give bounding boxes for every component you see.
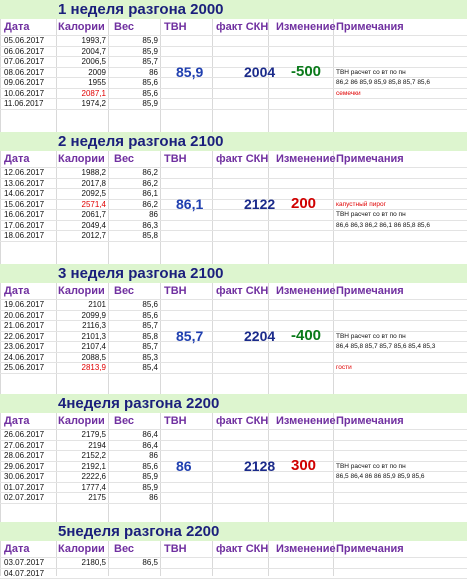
- row-gridline: [0, 109, 467, 110]
- column-header-cal: Калории: [58, 285, 105, 297]
- column-header-notes: Примечания: [336, 21, 404, 33]
- date-cell[interactable]: 14.06.2017: [4, 189, 45, 199]
- weight-cell[interactable]: 85,9: [142, 472, 158, 482]
- note-cell[interactable]: ТВН расчет со вт по пн: [336, 332, 406, 340]
- weight-cell[interactable]: 86,1: [142, 189, 158, 199]
- calories-cell[interactable]: 1955: [88, 78, 106, 88]
- change-value[interactable]: -400: [291, 326, 322, 344]
- column-header-date: Дата: [4, 415, 30, 427]
- column-header-weight: Вес: [114, 285, 135, 297]
- weight-cell[interactable]: 86,5: [142, 558, 158, 567]
- column-header-cal: Калории: [58, 543, 105, 555]
- column-header-fact: факт СКН: [216, 415, 269, 427]
- weight-cell[interactable]: 85,6: [142, 461, 158, 471]
- calories-cell[interactable]: 2101: [88, 300, 106, 309]
- weight-cell[interactable]: 85,9: [142, 36, 158, 45]
- date-cell[interactable]: 24.06.2017: [4, 352, 45, 362]
- calories-cell[interactable]: 1988,2: [81, 168, 106, 177]
- note-cell[interactable]: 86,4 85,8 85,7 85,7 85,6 85,4 85,3: [336, 343, 436, 351]
- column-header-fact: факт СКН: [216, 285, 269, 297]
- weight-cell[interactable]: 86,3: [142, 220, 158, 230]
- calories-cell[interactable]: 2222,6: [81, 472, 106, 482]
- date-cell[interactable]: 10.06.2017: [4, 88, 45, 98]
- date-cell[interactable]: 25.06.2017: [4, 363, 45, 373]
- note-cell[interactable]: ТВН расчет со вт по пн: [336, 68, 406, 76]
- date-cell[interactable]: 12.06.2017: [4, 168, 45, 177]
- note-cell[interactable]: ТВН расчет со вт по пн: [336, 211, 406, 219]
- date-cell[interactable]: 09.06.2017: [4, 78, 45, 88]
- week-title: 1 неделя разгона 2000: [58, 1, 224, 18]
- change-value[interactable]: -500: [291, 62, 322, 80]
- row-gridline: [0, 373, 467, 374]
- date-cell[interactable]: 18.06.2017: [4, 231, 45, 241]
- weight-cell[interactable]: 86,2: [142, 199, 158, 209]
- change-value[interactable]: 300: [291, 456, 317, 474]
- weight-cell[interactable]: 85,6: [142, 78, 158, 88]
- weight-cell[interactable]: 86: [149, 493, 158, 503]
- week-title-bar: [0, 264, 467, 283]
- date-cell[interactable]: 23.06.2017: [4, 342, 45, 352]
- date-cell[interactable]: 27.06.2017: [4, 440, 45, 450]
- weight-cell[interactable]: 85,9: [142, 99, 158, 109]
- date-cell[interactable]: 16.06.2017: [4, 210, 45, 220]
- tvn-value[interactable]: 85,7: [176, 327, 204, 344]
- calories-cell[interactable]: 2012,7: [81, 231, 106, 241]
- column-header-tvn: ТВН: [164, 415, 187, 427]
- fact-skn-value[interactable]: 2004: [244, 63, 276, 80]
- calories-cell[interactable]: 2194: [88, 440, 106, 450]
- week-title: 2 неделя разгона 2100: [58, 133, 224, 150]
- calories-cell[interactable]: 2061,7: [81, 210, 106, 220]
- column-header-weight: Вес: [114, 415, 135, 427]
- calories-cell[interactable]: 2571,4: [81, 199, 106, 209]
- weight-cell[interactable]: 85,8: [142, 331, 158, 341]
- calories-cell[interactable]: 2116,3: [82, 321, 106, 331]
- weight-cell[interactable]: 86,4: [142, 430, 158, 439]
- date-cell[interactable]: 15.06.2017: [4, 199, 45, 209]
- calories-cell[interactable]: 2006,5: [81, 57, 106, 67]
- calories-cell[interactable]: 2049,4: [81, 220, 106, 230]
- weight-cell[interactable]: 86,2: [142, 178, 158, 188]
- week-title: 4неделя разгона 2200: [58, 395, 220, 412]
- column-header-change: Изменение: [276, 21, 336, 33]
- column-header-change: Изменение: [276, 153, 336, 165]
- column-header-fact: факт СКН: [216, 543, 269, 555]
- weight-cell[interactable]: 85,8: [142, 231, 158, 241]
- column-header-date: Дата: [4, 21, 30, 33]
- column-header-tvn: ТВН: [164, 153, 187, 165]
- calories-cell[interactable]: 2088,5: [81, 352, 106, 362]
- column-header-notes: Примечания: [336, 415, 404, 427]
- fact-skn-value[interactable]: 2204: [244, 327, 276, 344]
- calories-cell[interactable]: 2107,4: [81, 342, 106, 352]
- calories-cell[interactable]: 1974,2: [81, 99, 106, 109]
- column-header-fact: факт СКН: [216, 153, 269, 165]
- week-title-bar: [0, 522, 467, 541]
- date-cell[interactable]: 30.06.2017: [4, 472, 45, 482]
- change-value[interactable]: 200: [291, 194, 317, 212]
- weight-cell[interactable]: 85,3: [142, 352, 158, 362]
- column-header-fact: факт СКН: [216, 21, 269, 33]
- column-gridline: [160, 0, 161, 576]
- date-cell[interactable]: 13.06.2017: [4, 178, 45, 188]
- week-title: 5неделя разгона 2200: [58, 523, 220, 540]
- weight-cell[interactable]: 85,6: [142, 300, 158, 309]
- note-cell[interactable]: 86,5 86,4 86 86 85,9 85,9 85,6: [336, 473, 425, 481]
- calories-cell[interactable]: 2017,8: [81, 178, 106, 188]
- note-cell[interactable]: 86,2 86 85,9 85,9 85,8 85,7 85,6: [336, 79, 430, 87]
- column-header-cal: Калории: [58, 415, 105, 427]
- calories-cell[interactable]: 2009: [88, 67, 106, 77]
- note-cell[interactable]: 86,6 86,3 86,2 86,1 86 85,8 85,6: [336, 221, 430, 229]
- date-cell[interactable]: 11.06.2017: [4, 99, 44, 109]
- weight-cell[interactable]: 85,9: [142, 482, 158, 492]
- note-cell[interactable]: семечки: [336, 89, 361, 97]
- date-cell[interactable]: 04.07.2017: [4, 568, 45, 578]
- date-cell[interactable]: 02.07.2017: [4, 493, 45, 503]
- date-cell[interactable]: 22.06.2017: [4, 331, 45, 341]
- column-header-tvn: ТВН: [164, 543, 187, 555]
- date-cell[interactable]: 07.06.2017: [4, 57, 45, 67]
- weight-cell[interactable]: 86,2: [142, 168, 158, 177]
- weight-cell[interactable]: 86: [149, 210, 158, 220]
- column-gridline: [0, 0, 1, 576]
- week-title: 3 неделя разгона 2100: [58, 265, 224, 282]
- calories-cell[interactable]: 2152,2: [81, 451, 106, 461]
- date-cell[interactable]: 21.06.2017: [4, 321, 45, 331]
- column-header-date: Дата: [4, 153, 30, 165]
- date-cell[interactable]: 01.07.2017: [4, 482, 45, 492]
- date-cell[interactable]: 29.06.2017: [4, 461, 45, 471]
- weight-cell[interactable]: 85,7: [142, 57, 158, 67]
- column-header-notes: Примечания: [336, 153, 404, 165]
- date-cell[interactable]: 06.06.2017: [4, 46, 45, 56]
- column-header-cal: Калории: [58, 21, 105, 33]
- column-header-tvn: ТВН: [164, 21, 187, 33]
- column-header-date: Дата: [4, 285, 30, 297]
- date-cell[interactable]: 03.07.2017: [4, 558, 45, 567]
- column-header-change: Изменение: [276, 285, 336, 297]
- date-cell[interactable]: 20.06.2017: [4, 310, 45, 320]
- note-cell[interactable]: гости: [336, 364, 352, 372]
- calories-cell[interactable]: 2092,5: [81, 189, 106, 199]
- date-cell[interactable]: 26.06.2017: [4, 430, 45, 439]
- weight-cell[interactable]: 85,6: [142, 310, 158, 320]
- column-header-weight: Вес: [114, 543, 135, 555]
- row-gridline: [0, 503, 467, 504]
- note-cell[interactable]: ТВН расчет со вт по пн: [336, 462, 406, 470]
- weight-cell[interactable]: 85,4: [142, 363, 158, 373]
- weight-cell[interactable]: 85,9: [142, 46, 158, 56]
- calories-cell[interactable]: 2180,5: [81, 558, 106, 567]
- calories-cell[interactable]: 2004,7: [81, 46, 106, 56]
- date-cell[interactable]: 17.06.2017: [4, 220, 45, 230]
- column-header-change: Изменение: [276, 543, 336, 555]
- column-header-weight: Вес: [114, 21, 135, 33]
- calories-cell[interactable]: 2099,9: [81, 310, 106, 320]
- weight-cell[interactable]: 85,6: [142, 88, 158, 98]
- calories-cell[interactable]: 2192,1: [81, 461, 106, 471]
- calories-cell[interactable]: 1777,4: [81, 482, 106, 492]
- week-title-bar: [0, 0, 467, 19]
- week-title-bar: [0, 394, 467, 413]
- calories-cell[interactable]: 2179,5: [81, 430, 106, 439]
- weight-cell[interactable]: 85,7: [142, 342, 158, 352]
- column-header-change: Изменение: [276, 415, 336, 427]
- note-cell[interactable]: капустный пирог: [336, 200, 386, 208]
- weight-cell[interactable]: 85,7: [142, 321, 158, 331]
- date-cell[interactable]: 19.06.2017: [4, 300, 45, 309]
- calories-cell[interactable]: 1993,7: [81, 36, 106, 45]
- column-gridline: [212, 0, 213, 576]
- date-cell[interactable]: 05.06.2017: [4, 36, 45, 45]
- tvn-value[interactable]: 86: [176, 457, 192, 474]
- weight-cell[interactable]: 86: [149, 67, 158, 77]
- column-header-weight: Вес: [114, 153, 135, 165]
- tvn-value[interactable]: 86,1: [176, 195, 204, 212]
- fact-skn-value[interactable]: 2122: [244, 195, 276, 212]
- row-gridline: [0, 241, 467, 242]
- row-gridline: [0, 568, 467, 569]
- weight-cell[interactable]: 86: [149, 451, 158, 461]
- column-header-tvn: ТВН: [164, 285, 187, 297]
- date-cell[interactable]: 28.06.2017: [4, 451, 45, 461]
- tvn-value[interactable]: 85,9: [176, 63, 204, 80]
- calories-cell[interactable]: 2087,1: [81, 88, 106, 98]
- calories-cell[interactable]: 2101,3: [81, 331, 106, 341]
- calories-cell[interactable]: 2175: [88, 493, 106, 503]
- weight-cell[interactable]: 86,4: [142, 440, 158, 450]
- fact-skn-value[interactable]: 2128: [244, 457, 276, 474]
- week-title-bar: [0, 132, 467, 151]
- column-header-notes: Примечания: [336, 543, 404, 555]
- date-cell[interactable]: 08.06.2017: [4, 67, 45, 77]
- column-header-date: Дата: [4, 543, 30, 555]
- column-header-cal: Калории: [58, 153, 105, 165]
- column-header-notes: Примечания: [336, 285, 404, 297]
- calories-cell[interactable]: 2813,9: [81, 363, 106, 373]
